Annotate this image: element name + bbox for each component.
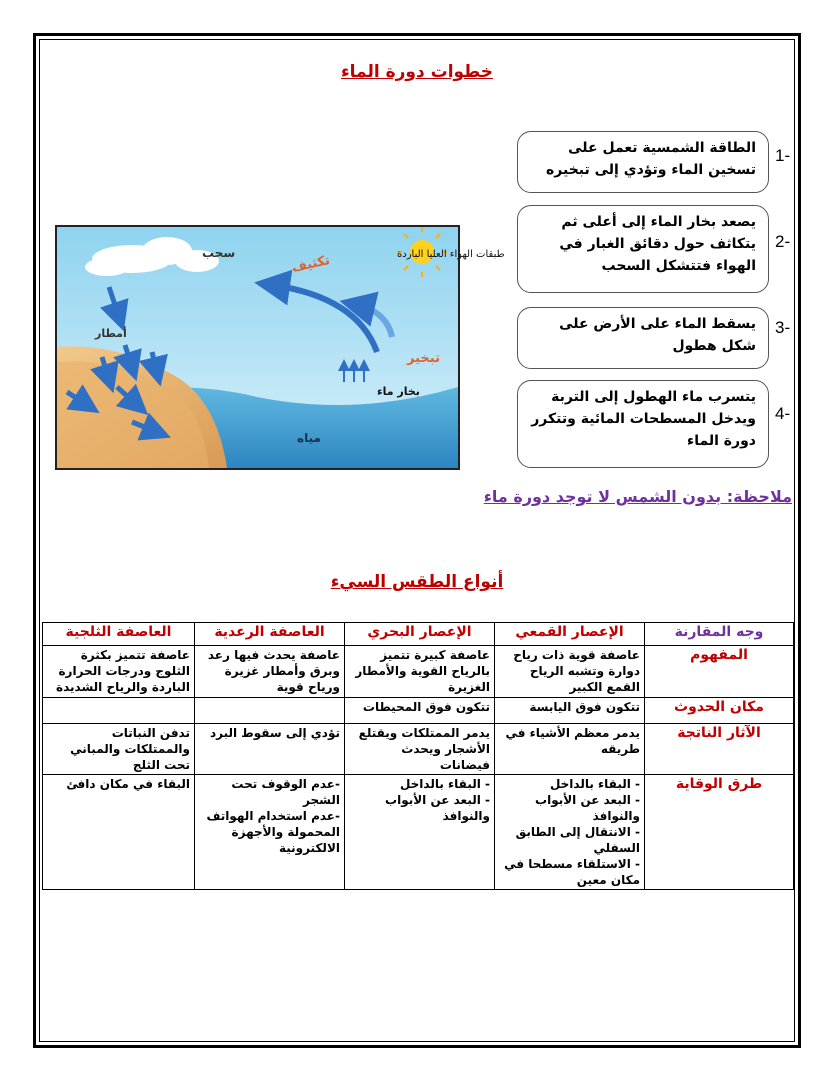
label-condensation: تكثيف — [290, 253, 332, 276]
header-comparison: وجه المقارنة — [645, 623, 794, 646]
table-row — [43, 646, 794, 698]
table-cell: البقاء في مكان دافئ — [43, 775, 195, 890]
table-cell: تتكون فوق المحيطات — [345, 698, 495, 724]
table-cell: عاصفة كبيرة تتميز بالرياح القوية والأمطار الغزيرة — [345, 646, 495, 698]
step-2-box: يصعد بخار الماء إلى أعلى ثم يتكاثف حول دقائق الغبار في الهواء فتتشكل السحب — [517, 205, 769, 293]
table-cell: - البقاء بالداخل - البعد عن الأبواب والنوافذ - الانتقال إلى الطابق السفلي - الاستلقاء مسطحا في مكان معين — [495, 775, 645, 890]
table-cell: عاصفة قوية ذات رياح دوارة وتشبه الرياح القمع الكبير — [495, 646, 645, 698]
note-text: ملاحظة: بدون الشمس لا توجد دورة ماء — [483, 487, 792, 506]
bad-weather-title: أنواع الطقس السيء — [330, 572, 504, 592]
step-3-number: 3- — [775, 318, 791, 337]
table-cell: عاصفة تتميز بكثرة الثلوج ودرجات الحرارة الباردة والرياح الشديدة — [43, 646, 195, 698]
step-1-number: 1- — [775, 146, 791, 165]
step-3-box: يسقط الماء على الأرض على شكل هطول — [517, 307, 769, 369]
label-evaporation: تبخير — [407, 351, 440, 366]
table-cell: تتكون فوق اليابسة — [495, 698, 645, 724]
header-hurricane: الإعصار البحري — [345, 623, 495, 646]
table-header-row — [43, 623, 794, 646]
step-4-number: 4- — [775, 404, 791, 423]
table-row — [43, 724, 794, 775]
label-rain: أمطار — [95, 327, 127, 340]
label-water-vapor: بخار ماء — [377, 385, 420, 398]
water-cycle-title: خطوات دورة الماء — [340, 62, 493, 82]
table-cell: تؤدي إلى سقوط البرد — [195, 724, 345, 775]
step-4-box: يتسرب ماء الهطول إلى التربة ويدخل المسطحات المائية وتتكرر دورة الماء — [517, 380, 769, 468]
water-cycle-illustration — [57, 227, 505, 468]
row-label-location: مكان الحدوث — [645, 698, 794, 724]
table-row — [43, 698, 794, 724]
row-label-concept: المفهوم — [645, 646, 794, 698]
row-label-prevention: طرق الوقاية — [645, 775, 794, 890]
header-tornado: الإعصار القمعي — [495, 623, 645, 646]
water-cycle-diagram — [55, 225, 505, 470]
table-cell: تدفن النباتات والممتلكات والمباني تحت الثلج — [43, 724, 195, 775]
label-clouds: سحب — [202, 246, 236, 260]
step-1-box: الطاقة الشمسية تعمل على تسخين الماء وتؤدي إلى تبخيره — [517, 131, 769, 193]
step-2-number: 2- — [775, 232, 791, 251]
table-cell: - البقاء بالداخل - البعد عن الأبواب والنوافذ — [345, 775, 495, 890]
table-cell — [43, 698, 195, 724]
table-cell: يدمر معظم الأشياء في طريقه — [495, 724, 645, 775]
table-cell: -عدم الوقوف تحت الشجر -عدم استخدام الهواتف المحمولة والأجهزة الالكترونية — [195, 775, 345, 890]
weather-comparison-table — [42, 622, 794, 890]
label-upper-air: طبقات الهواء العليا الباردة — [397, 249, 505, 260]
header-snowstorm: العاصفة الثلجية — [43, 623, 195, 646]
label-water: مياه — [297, 431, 321, 445]
table-cell: عاصفة يحدث فيها رعد وبرق وأمطار غزيرة ورياح قوية — [195, 646, 345, 698]
table-row — [43, 775, 794, 890]
header-thunderstorm: العاصفة الرعدية — [195, 623, 345, 646]
row-label-effects: الآثار الناتجة — [645, 724, 794, 775]
table-cell — [195, 698, 345, 724]
table-cell: يدمر الممتلكات ويقتلع الأشجار ويحدث فيضانات — [345, 724, 495, 775]
